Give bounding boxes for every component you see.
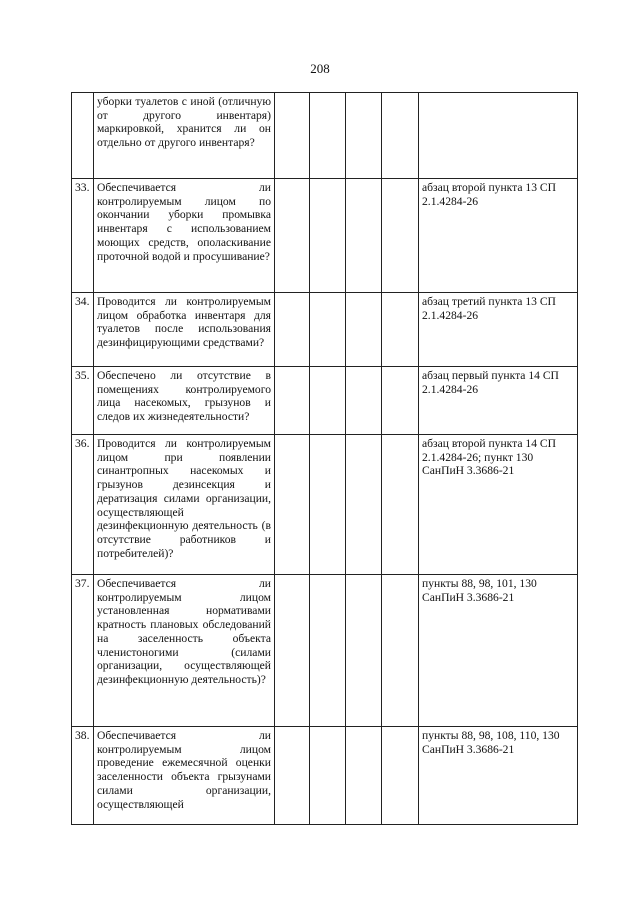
table-row	[72, 727, 578, 825]
row-number: 35.	[72, 367, 94, 435]
answer-cell	[310, 367, 346, 435]
row-number: 33.	[72, 179, 94, 293]
answer-cell	[275, 179, 310, 293]
answer-cell	[310, 179, 346, 293]
legal-reference: абзац второй пункта 13 СП 2.1.4284-26	[419, 179, 578, 293]
answer-cell	[275, 367, 310, 435]
answer-cell	[310, 293, 346, 367]
answer-cell	[346, 93, 382, 179]
answer-cell	[346, 293, 382, 367]
row-number: 34.	[72, 293, 94, 367]
answer-cell	[382, 435, 419, 575]
page-number: 208	[310, 61, 330, 76]
legal-reference: пункты 88, 98, 108, 110, 130 СанПиН 3.3686-21	[419, 727, 578, 825]
table-row	[72, 293, 578, 367]
answer-cell	[382, 367, 419, 435]
row-number: 36.	[72, 435, 94, 575]
table-row	[72, 179, 578, 293]
answer-cell	[346, 179, 382, 293]
answer-cell	[382, 179, 419, 293]
answer-cell	[346, 367, 382, 435]
requirement-question: Обеспечивается ли контролируемым лицом установленная нормативами кратность плановых обследований на заселенность объекта членистоногими (силами организации, осуществляющей дезинфекционную деятельность)?	[94, 575, 275, 727]
answer-cell	[382, 93, 419, 179]
table-row	[72, 435, 578, 575]
answer-cell	[275, 93, 310, 179]
table-body	[72, 93, 578, 825]
requirement-question: Проводится ли контролируемым лицом при появлении синантропных насекомых и грызунов дезинсекция и дератизация силами организации, осуществляющей дезинфекционную деятельность (в отсутствие работников и потребителей)?	[94, 435, 275, 575]
legal-reference: пункты 88, 98, 101, 130 СанПиН 3.3686-21	[419, 575, 578, 727]
answer-cell	[346, 727, 382, 825]
answer-cell	[275, 435, 310, 575]
answer-cell	[382, 575, 419, 727]
legal-reference: абзац второй пункта 14 СП 2.1.4284-26; пункт 130 СанПиН 3.3686-21	[419, 435, 578, 575]
answer-cell	[310, 575, 346, 727]
legal-reference: абзац первый пункта 14 СП 2.1.4284-26	[419, 367, 578, 435]
answer-cell	[275, 575, 310, 727]
legal-reference: абзац третий пункта 13 СП 2.1.4284-26	[419, 293, 578, 367]
answer-cell	[346, 435, 382, 575]
answer-cell	[346, 575, 382, 727]
table-row	[72, 367, 578, 435]
table-row	[72, 575, 578, 727]
legal-reference	[419, 93, 578, 179]
answer-cell	[275, 293, 310, 367]
answer-cell	[382, 293, 419, 367]
answer-cell	[382, 727, 419, 825]
requirement-question: Обеспечивается ли контролируемым лицом по окончании уборки промывка инвентаря с использованием моющих средств, ополаскивание проточной водой и просушивание?	[94, 179, 275, 293]
requirement-question: Проводится ли контролируемым лицом обработка инвентаря для туалетов после использования дезинфицирующими средствами?	[94, 293, 275, 367]
row-number: 37.	[72, 575, 94, 727]
row-number: 38.	[72, 727, 94, 825]
table-row	[72, 93, 578, 179]
requirements-table	[71, 92, 578, 825]
requirement-question: Обеспечивается ли контролируемым лицом проведение ежемесячной оценки заселенности объекта грызунами силами организации, осуществляющей	[94, 727, 275, 825]
requirement-question: уборки туалетов с иной (отличную от другого инвентаря) маркировкой, хранится ли он отдельно от другого инвентаря?	[94, 93, 275, 179]
answer-cell	[275, 727, 310, 825]
answer-cell	[310, 93, 346, 179]
answer-cell	[310, 435, 346, 575]
answer-cell	[310, 727, 346, 825]
row-number	[72, 93, 94, 179]
requirement-question: Обеспечено ли отсутствие в помещениях контролируемого лица насекомых, грызунов и следов их жизнедеятельности?	[94, 367, 275, 435]
